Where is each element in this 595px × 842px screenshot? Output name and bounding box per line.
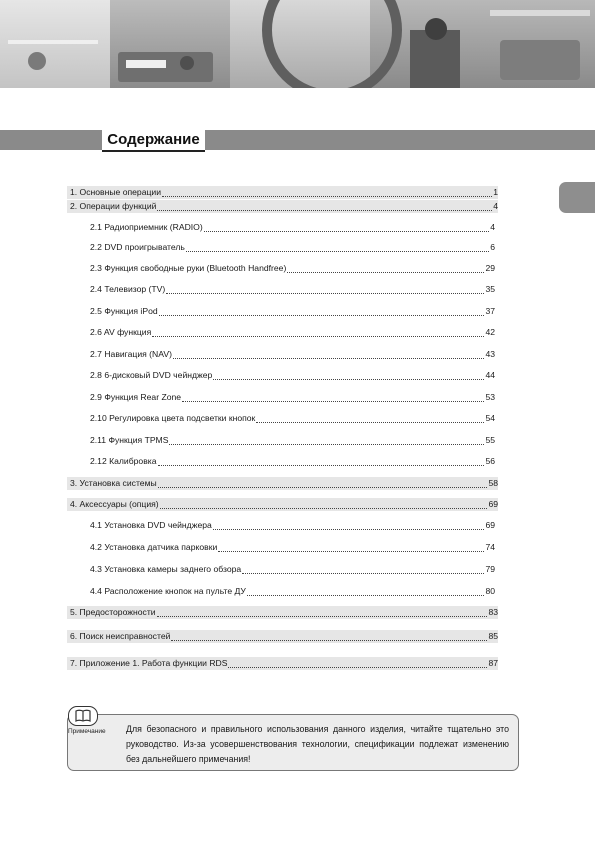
toc-item-label: 2.7 Навигация (NAV): [90, 349, 172, 359]
toc-item-label: 4.2 Установка датчика парковки: [90, 542, 218, 552]
toc-chapter-item[interactable]: [67, 200, 498, 213]
toc-item-page: 35: [485, 284, 495, 294]
toc-item-page: 69: [485, 520, 495, 530]
toc-item-label: 3. Установка системы: [70, 478, 157, 488]
toc-leader-dots: [152, 328, 484, 337]
toc-leader-dots: [247, 587, 485, 596]
toc-subsection-item[interactable]: [90, 585, 495, 598]
toc-leader-dots: [204, 223, 490, 232]
toc-item-page: 69: [488, 499, 498, 509]
toc-item-label: 2.3 Функция свободные руки (Bluetooth Handfree): [90, 263, 287, 273]
toc-chapter-item[interactable]: [67, 186, 498, 199]
toc-subsection-item[interactable]: [90, 434, 495, 447]
toc-subsection-item[interactable]: [90, 241, 495, 254]
toc-item-page: 58: [488, 478, 498, 488]
toc-item-page: 4: [493, 201, 498, 211]
toc-item-label: 5. Предосторожности: [70, 607, 156, 617]
toc-subsection-item[interactable]: [90, 369, 495, 382]
toc-leader-dots: [157, 608, 488, 617]
toc-subsection-item[interactable]: [90, 541, 495, 554]
toc-item-label: 2.9 Функция Rear Zone: [90, 392, 182, 402]
toc-leader-dots: [158, 479, 488, 488]
toc-item-page: 44: [485, 370, 495, 380]
toc-item-label: 2.1 Радиоприемник (RADIO): [90, 222, 203, 232]
toc-item-page: 6: [490, 242, 495, 252]
toc-item-page: 4: [490, 222, 495, 232]
toc-item-label: 2.5 Функция iPod: [90, 306, 158, 316]
toc-item-page: 29: [485, 263, 495, 273]
note-label: Примечание: [68, 728, 106, 735]
toc-subsection-item[interactable]: [90, 519, 495, 532]
toc-item-page: 1: [493, 187, 498, 197]
toc-chapter-item[interactable]: [67, 477, 498, 490]
toc-leader-dots: [171, 632, 487, 641]
toc-chapter-item[interactable]: [67, 657, 498, 670]
toc-item-page: 74: [485, 542, 495, 552]
toc-item-page: 43: [485, 349, 495, 359]
toc-item-page: 83: [488, 607, 498, 617]
toc-item-page: 53: [485, 392, 495, 402]
toc-subsection-item[interactable]: [90, 283, 495, 296]
toc-leader-dots: [287, 264, 484, 273]
toc-item-label: 2.6 AV функция: [90, 327, 152, 337]
toc-item-label: 2. Операции функций: [70, 201, 157, 211]
toc-item-page: 37: [485, 306, 495, 316]
toc-item-label: 6. Поиск неисправностей: [70, 631, 171, 641]
toc-leader-dots: [182, 393, 484, 402]
toc-item-label: 2.11 Функция TPMS: [90, 435, 169, 445]
toc-item-page: 85: [488, 631, 498, 641]
toc-item-label: 2.8 6-дисковый DVD чейнджер: [90, 370, 213, 380]
toc-subsection-item[interactable]: [90, 563, 495, 576]
toc-subsection-item[interactable]: [90, 412, 495, 425]
toc-leader-dots: [228, 659, 487, 668]
toc-item-page: 80: [485, 586, 495, 596]
toc-leader-dots: [173, 350, 485, 359]
toc-item-label: 2.4 Телевизор (TV): [90, 284, 166, 294]
toc-leader-dots: [218, 543, 484, 552]
book-icon: [68, 706, 98, 726]
toc-item-label: 4.1 Установка DVD чейнджера: [90, 520, 212, 530]
toc-leader-dots: [256, 414, 484, 423]
toc-item-label: 2.10 Регулировка цвета подсветки кнопок: [90, 413, 256, 423]
toc-subsection-item[interactable]: [90, 326, 495, 339]
toc-item-page: 79: [485, 564, 495, 574]
toc-item-label: 4.4 Расположение кнопок на пульте ДУ: [90, 586, 246, 596]
toc-subsection-item[interactable]: [90, 348, 495, 361]
toc-item-page: 56: [485, 456, 495, 466]
toc-leader-dots: [213, 371, 484, 380]
toc-subsection-item[interactable]: [90, 455, 495, 468]
toc-leader-dots: [162, 188, 492, 197]
toc-item-page: 54: [485, 413, 495, 423]
toc-item-label: 2.12 Калибровка: [90, 456, 157, 466]
toc-subsection-item[interactable]: [90, 305, 495, 318]
toc-item-label: 7. Приложение 1. Работа функции RDS: [70, 658, 228, 668]
toc-subsection-item[interactable]: [90, 221, 495, 234]
toc-item-label: 4. Аксессуары (опция): [70, 499, 159, 509]
toc-item-label: 2.2 DVD проигрыватель: [90, 242, 185, 252]
toc-leader-dots: [169, 436, 484, 445]
page-title: Содержание: [102, 128, 205, 152]
toc-leader-dots: [158, 457, 485, 466]
toc-leader-dots: [242, 565, 484, 574]
toc-item-page: 55: [485, 435, 495, 445]
toc-chapter-item[interactable]: [67, 606, 498, 619]
toc-item-page: 87: [488, 658, 498, 668]
note-text: Для безопасного и правильного использования данного изделия, читайте тщательно это руководство. Из-за усовершенствования технологии, спецификации подлежат изменению без дальнейшего примечания!: [126, 724, 509, 764]
toc-leader-dots: [213, 521, 485, 530]
toc-subsection-item[interactable]: [90, 391, 495, 404]
toc-leader-dots: [166, 285, 484, 294]
toc-leader-dots: [159, 307, 485, 316]
toc-subsection-item[interactable]: [90, 262, 495, 275]
toc-leader-dots: [160, 500, 488, 509]
toc-leader-dots: [186, 243, 489, 252]
toc-item-page: 42: [485, 327, 495, 337]
toc-item-label: 1. Основные операции: [70, 187, 162, 197]
toc-leader-dots: [157, 202, 492, 211]
toc-chapter-item[interactable]: [67, 498, 498, 511]
toc-chapter-item[interactable]: [67, 630, 498, 643]
toc-item-label: 4.3 Установка камеры заднего обзора: [90, 564, 242, 574]
